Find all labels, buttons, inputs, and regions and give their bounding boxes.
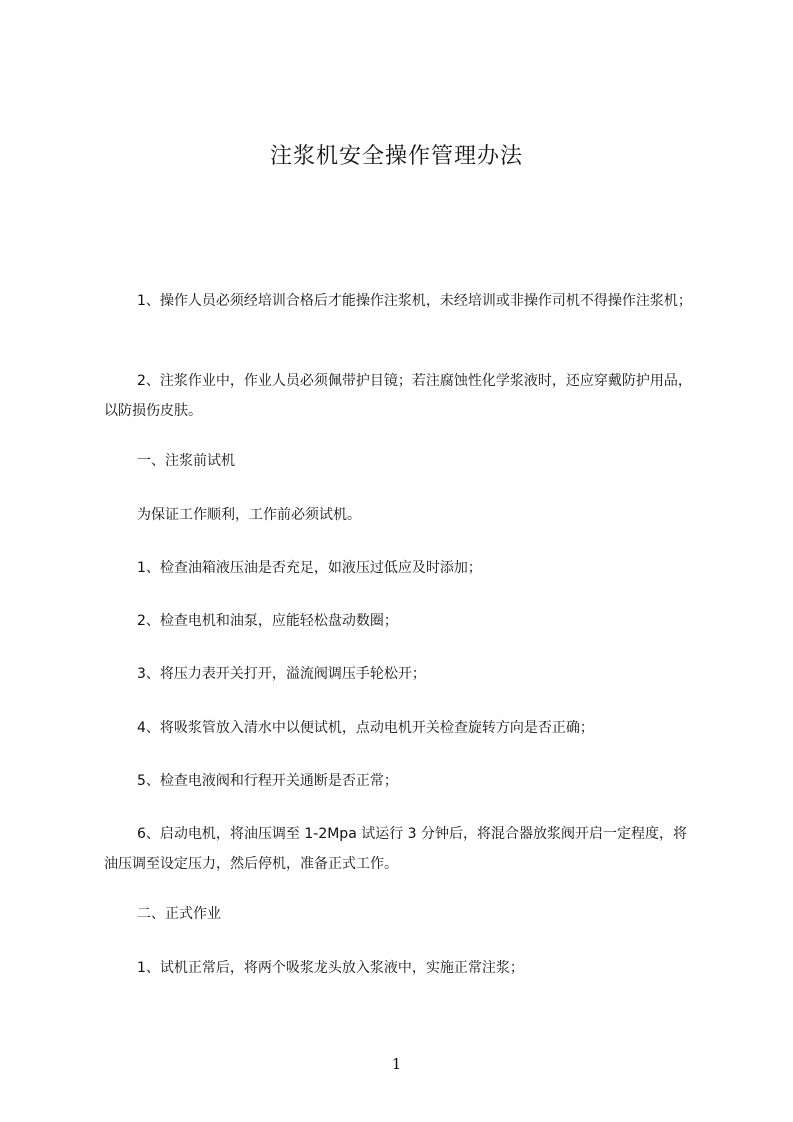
list-item-suction-pipe: 4、将吸浆管放入清水中以便试机，点动电机开关检查旋转方向是否正确； bbox=[137, 720, 594, 736]
list-item-check-valve: 5、检查电液阀和行程开关通断是否正常； bbox=[137, 773, 398, 789]
paragraph-protective-goggles: 2、注浆作业中，作业人员必须佩带护目镜；若注腐蚀性化学浆液时，还应穿戴防护用品，以防损伤皮肤。 bbox=[104, 373, 692, 419]
list-item-check-motor: 2、检查电机和油泵，应能轻松盘动数圈； bbox=[137, 613, 398, 629]
list-item-start-motor: 6、启动电机，将油压调至 1-2Mpa 试运行 3 分钟后，将混合器放浆阀开启一定程度，将油压调至设定压力，然后停机，准备正式工作。 bbox=[104, 826, 688, 872]
section-heading-pre-test: 一、注浆前试机 bbox=[137, 453, 235, 469]
paragraph-test-intro: 为保证工作顺利，工作前必须试机。 bbox=[137, 507, 361, 523]
paragraph-operator-training: 1、操作人员必须经培训合格后才能操作注浆机，未经培训或非操作司机不得操作注浆机； bbox=[137, 293, 692, 309]
list-item-check-oil: 1、检查油箱液压油是否充足，如液压过低应及时添加； bbox=[137, 560, 482, 576]
list-item-normal-grouting: 1、试机正常后，将两个吸浆龙头放入浆液中，实施正常注浆； bbox=[137, 960, 524, 976]
document-title: 注浆机安全操作管理办法 bbox=[269, 144, 523, 169]
list-item-pressure-gauge: 3、将压力表开关打开，溢流阀调压手轮松开； bbox=[137, 666, 426, 682]
page-number: 1 bbox=[391, 1055, 402, 1073]
section-heading-formal-work: 二、正式作业 bbox=[137, 906, 221, 922]
